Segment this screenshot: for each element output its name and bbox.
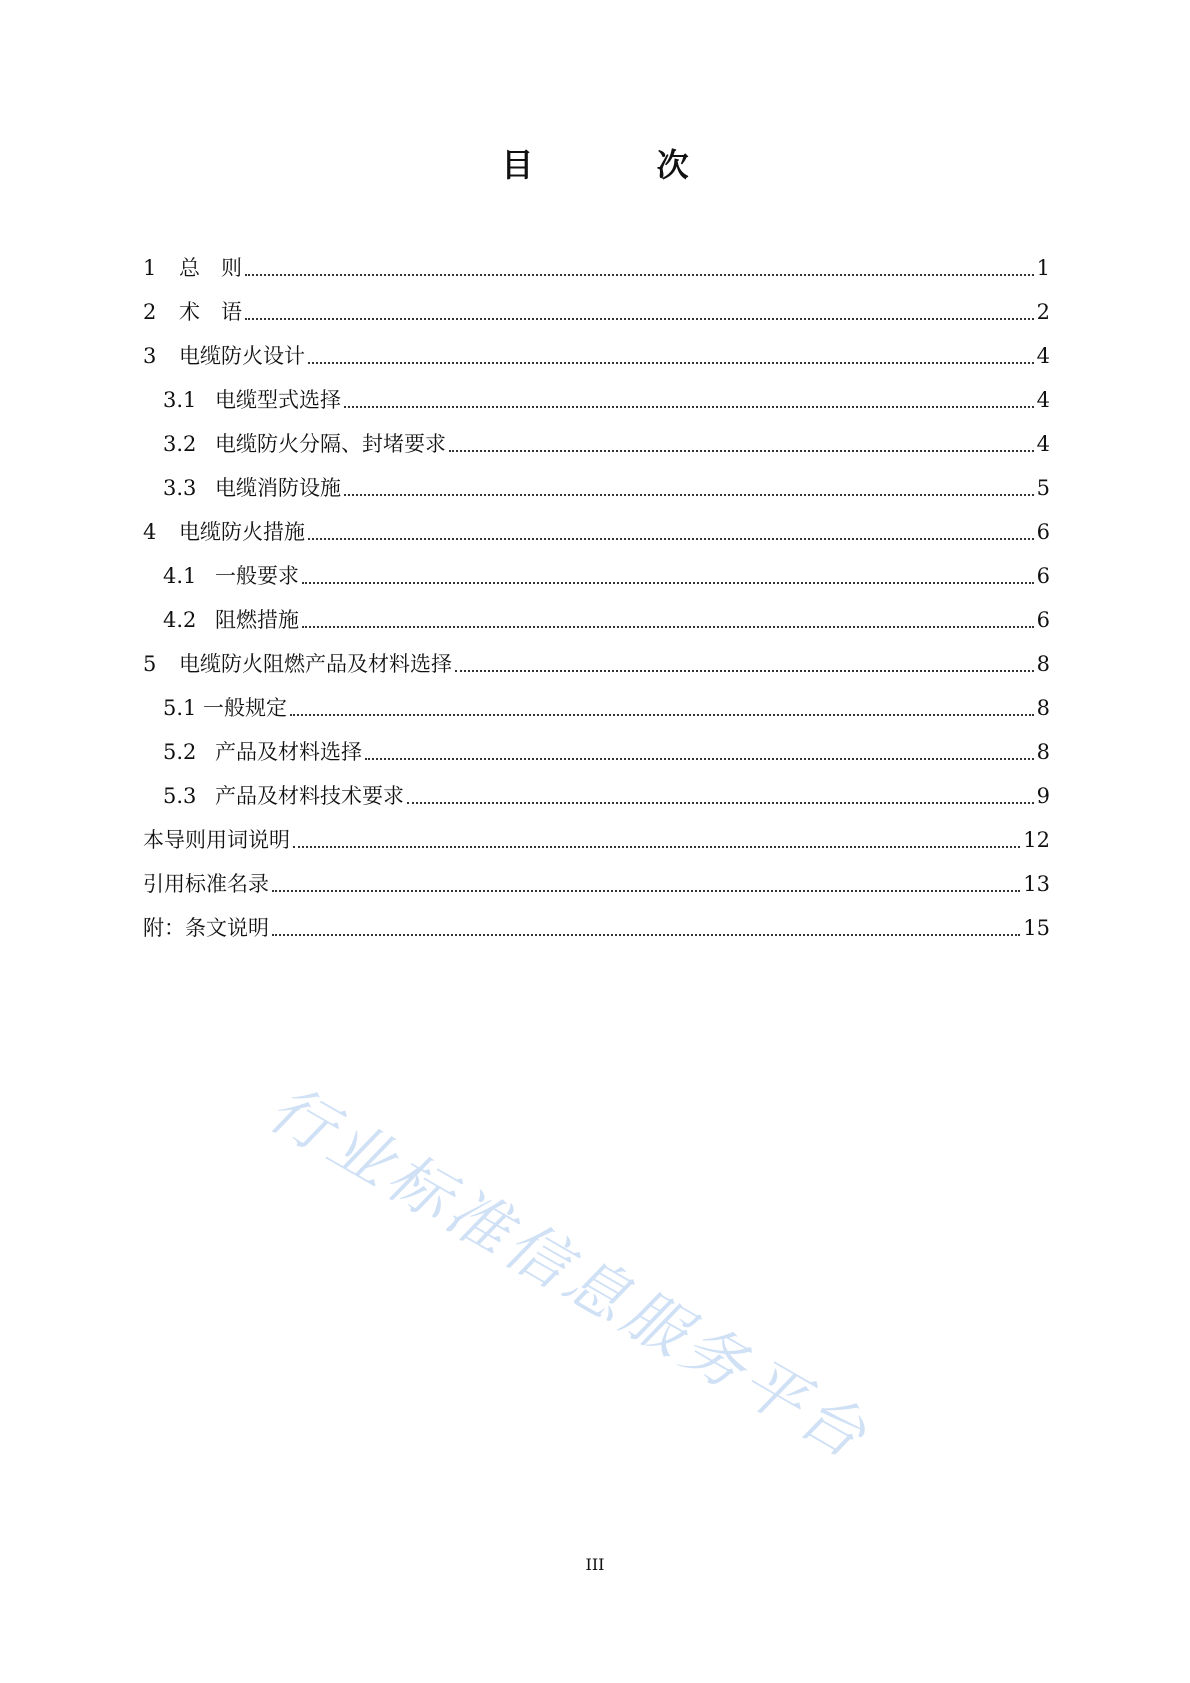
page-title: 目 次 <box>501 146 745 184</box>
toc-leader <box>365 758 1034 760</box>
toc-number: 3.2 <box>163 432 197 456</box>
toc-page: 13 <box>1023 872 1050 896</box>
toc-entry[interactable] <box>143 250 1050 282</box>
toc-number: 5.3 <box>163 784 197 808</box>
toc-number: 4.2 <box>163 608 197 632</box>
toc-label: 电缆型式选择 <box>215 388 341 412</box>
toc-label: 总 则 <box>179 256 242 280</box>
toc-label: 电缆防火阻燃产品及材料选择 <box>179 652 452 676</box>
toc-number: 5.2 <box>163 740 197 764</box>
toc-page: 4 <box>1036 432 1050 456</box>
toc-number: 3.1 <box>163 388 197 412</box>
toc-entry[interactable] <box>143 558 1050 590</box>
toc-page: 8 <box>1036 652 1050 676</box>
toc-entry[interactable] <box>143 470 1050 502</box>
toc-leader <box>290 714 1034 716</box>
toc-label: 阻燃措施 <box>215 608 299 632</box>
toc-page: 4 <box>1036 344 1050 368</box>
toc-label: 产品及材料选择 <box>215 740 362 764</box>
toc-number: 4.1 <box>163 564 197 588</box>
toc-page: 8 <box>1036 696 1050 720</box>
toc-number: 1 <box>143 256 157 280</box>
toc-page: 5 <box>1036 476 1050 500</box>
toc-page: 9 <box>1036 784 1050 808</box>
toc-leader <box>245 318 1034 320</box>
toc-label: 电缆防火设计 <box>179 344 305 368</box>
toc-entry[interactable] <box>143 866 1050 898</box>
toc-leader <box>308 538 1034 540</box>
toc-page: 2 <box>1036 300 1050 324</box>
toc-leader <box>272 890 1020 892</box>
toc-number: 3 <box>143 344 157 368</box>
toc-label: 术 语 <box>179 300 242 324</box>
toc-page: 15 <box>1023 916 1050 940</box>
toc-label: 一般规定 <box>203 696 287 720</box>
toc-leader <box>344 406 1034 408</box>
toc-entry[interactable] <box>143 382 1050 414</box>
toc-page: 4 <box>1036 388 1050 412</box>
toc-label: 本导则用词说明 <box>143 828 290 852</box>
toc-entry[interactable] <box>143 734 1050 766</box>
toc-leader <box>293 846 1020 848</box>
toc-number: 5 <box>143 652 157 676</box>
toc-entry[interactable] <box>143 426 1050 458</box>
toc-number: 5.1 <box>163 696 197 720</box>
toc-page: 8 <box>1036 740 1050 764</box>
toc-label: 电缆消防设施 <box>215 476 341 500</box>
toc-label: 产品及材料技术要求 <box>215 784 404 808</box>
toc-page: 12 <box>1023 828 1050 852</box>
toc-number: 3.3 <box>163 476 197 500</box>
toc-page: 1 <box>1036 256 1050 280</box>
toc-leader <box>272 934 1020 936</box>
toc-entry[interactable] <box>143 910 1050 942</box>
toc-entry[interactable] <box>143 690 1050 722</box>
toc-leader <box>302 626 1034 628</box>
toc-entry[interactable] <box>143 778 1050 810</box>
toc-entry[interactable] <box>143 646 1050 678</box>
toc-leader <box>449 450 1034 452</box>
toc-number: 2 <box>143 300 157 324</box>
toc-entry[interactable] <box>143 514 1050 546</box>
toc-page: 6 <box>1036 564 1050 588</box>
page-number: III <box>585 1555 605 1574</box>
toc-entry[interactable] <box>143 294 1050 326</box>
toc-label: 附：条文说明 <box>143 916 269 940</box>
toc-label: 电缆防火分隔、封堵要求 <box>215 432 446 456</box>
toc-leader <box>344 494 1034 496</box>
toc-entry[interactable] <box>143 602 1050 634</box>
watermark: 行业标准信息服务平台 <box>257 1071 883 1475</box>
toc-leader <box>455 670 1034 672</box>
toc-entry[interactable] <box>143 338 1050 370</box>
toc-page: 6 <box>1036 608 1050 632</box>
toc-leader <box>308 362 1034 364</box>
toc-number: 4 <box>143 520 157 544</box>
toc-entry[interactable] <box>143 822 1050 854</box>
toc-label: 一般要求 <box>215 564 299 588</box>
toc-leader <box>407 802 1034 804</box>
toc-label: 电缆防火措施 <box>179 520 305 544</box>
toc-leader <box>302 582 1034 584</box>
toc-leader <box>245 274 1034 276</box>
toc-label: 引用标准名录 <box>143 872 269 896</box>
toc-page: 6 <box>1036 520 1050 544</box>
